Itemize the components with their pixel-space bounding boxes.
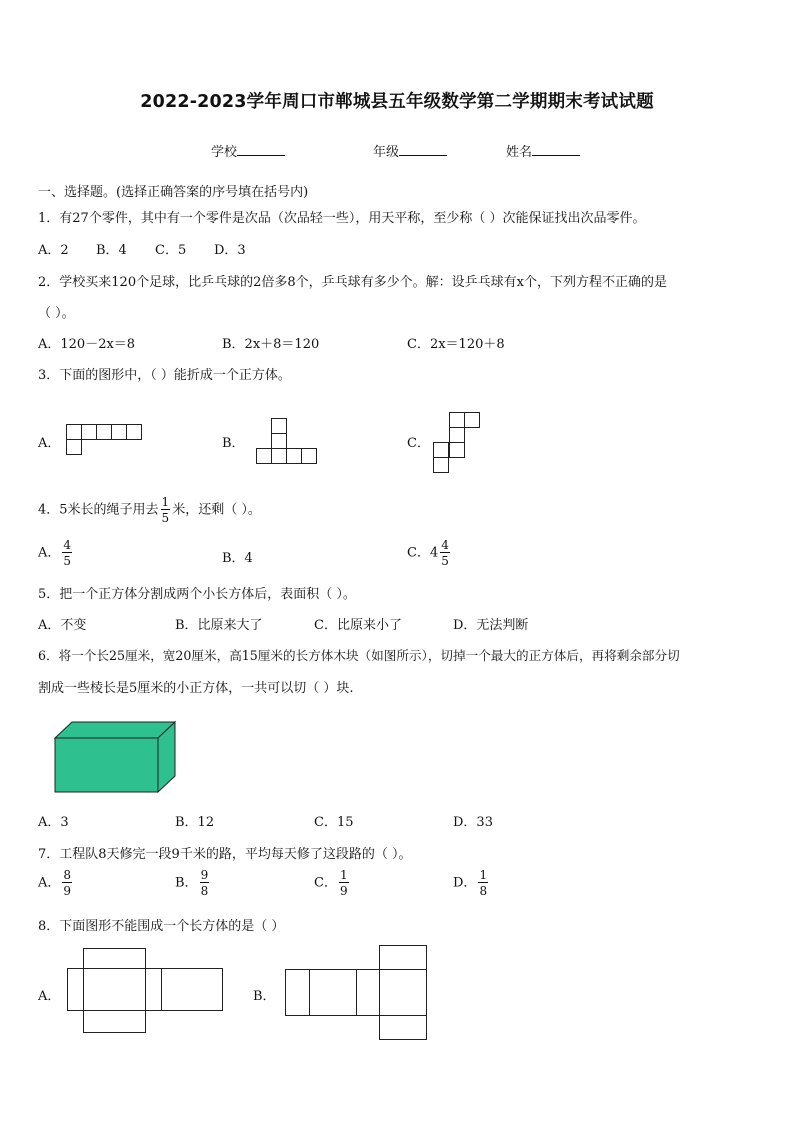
q4-text-before: 4．5米长的绳子用去 bbox=[38, 502, 159, 518]
q4-a-den: 5 bbox=[63, 554, 72, 568]
school-blank[interactable] bbox=[237, 143, 285, 156]
question-7: 7．工程队8天修完一段9千米的路，平均每天修了这段路的（ ）。 bbox=[38, 847, 412, 862]
q7-option-a[interactable] bbox=[38, 869, 74, 897]
q1-option-b[interactable]: B．4 bbox=[96, 243, 127, 258]
grade-label: 年级 bbox=[373, 145, 400, 160]
q4-c-num: 4 bbox=[441, 538, 449, 552]
grade-field bbox=[373, 141, 447, 160]
q1-option-d[interactable]: D．3 bbox=[214, 243, 246, 258]
q4-option-c-fraction bbox=[440, 539, 450, 567]
page-title: 2022-2023学年周口市郸城县五年级数学第二学期期末考试试题 bbox=[140, 92, 654, 112]
question-2-line2: （ ）。 bbox=[38, 306, 75, 321]
q7-option-b[interactable] bbox=[175, 869, 211, 897]
q7-c-label: C． bbox=[314, 875, 337, 891]
q6-option-c[interactable]: C．15 bbox=[314, 815, 354, 830]
q7-d-label: D． bbox=[453, 875, 477, 891]
q7-a-label: A． bbox=[38, 875, 61, 891]
q7-c-den: 9 bbox=[339, 884, 348, 898]
q4-option-c-label: C． bbox=[407, 545, 430, 561]
name-field bbox=[506, 141, 580, 160]
question-5: 5．把一个正方体分割成两个小长方体后，表面积（ ）。 bbox=[38, 587, 356, 602]
q3-net-a bbox=[66, 424, 146, 458]
question-6-line1: 6．将一个长25厘米，宽20厘米，高15厘米的长方体木块（如图所示），切掉一个最大的正方体后，再将剩余部分切 bbox=[38, 648, 680, 663]
q4-option-c[interactable] bbox=[407, 539, 452, 567]
q8-option-b[interactable]: B． bbox=[253, 989, 276, 1004]
q2-option-c[interactable]: C．2x＝120＋8 bbox=[407, 337, 505, 352]
q7-c-fraction bbox=[339, 869, 349, 897]
q6-option-a[interactable]: A．3 bbox=[38, 815, 69, 830]
question-3: 3．下面的图形中，（ ）能折成一个正方体。 bbox=[38, 368, 291, 383]
q7-option-c[interactable] bbox=[314, 869, 351, 897]
q5-option-b[interactable]: B．比原来大了 bbox=[175, 618, 263, 633]
q6-option-b[interactable]: B．12 bbox=[175, 815, 215, 830]
q7-b-label: B． bbox=[175, 875, 198, 891]
question-1: 1．有27个零件，其中有一个零件是次品（次品轻一些），用天平称，至少称（ ）次能保证找出次品零件。 bbox=[38, 211, 646, 226]
cuboid-figure bbox=[54, 720, 178, 794]
q7-a-num: 8 bbox=[63, 868, 72, 882]
q3-net-c bbox=[433, 412, 485, 478]
school-field bbox=[211, 141, 285, 160]
q3-option-c[interactable]: C． bbox=[407, 436, 430, 451]
question-4 bbox=[38, 496, 261, 524]
q4-option-a-label: A． bbox=[38, 545, 61, 561]
q4-fraction bbox=[161, 496, 171, 524]
q4-option-a[interactable] bbox=[38, 539, 74, 567]
q7-d-num: 1 bbox=[479, 868, 488, 882]
name-blank[interactable] bbox=[532, 143, 580, 156]
q7-b-num: 9 bbox=[200, 868, 209, 882]
q7-c-num: 1 bbox=[339, 868, 348, 882]
q7-option-d[interactable] bbox=[453, 869, 490, 897]
q4-c-den: 5 bbox=[441, 554, 449, 568]
q3-option-a[interactable]: A． bbox=[38, 436, 61, 451]
q6-option-d[interactable]: D．33 bbox=[453, 815, 493, 830]
q8-net-b bbox=[284, 945, 430, 1041]
school-label: 学校 bbox=[211, 145, 238, 160]
q7-a-fraction bbox=[62, 869, 72, 897]
q1-option-c[interactable]: C．5 bbox=[155, 243, 187, 258]
q2-option-b[interactable]: B．2x＋8＝120 bbox=[222, 337, 320, 352]
q4-text-after: 米，还剩（ ）。 bbox=[172, 502, 261, 518]
q3-option-b[interactable]: B． bbox=[222, 436, 245, 451]
q7-d-den: 8 bbox=[479, 884, 488, 898]
q4-frac-num: 1 bbox=[161, 495, 170, 509]
question-6-line2: 割成一些棱长是5厘米的小正方体，一共可以切（ ）块. bbox=[38, 681, 354, 696]
name-label: 姓名 bbox=[506, 145, 533, 160]
q8-net-a bbox=[66, 948, 226, 1036]
q5-option-d[interactable]: D．无法判断 bbox=[453, 618, 529, 633]
q4-frac-den: 5 bbox=[161, 511, 170, 525]
q7-b-den: 8 bbox=[200, 884, 209, 898]
q8-option-a[interactable]: A． bbox=[38, 989, 61, 1004]
q2-option-a[interactable]: A．120－2x＝8 bbox=[38, 337, 136, 352]
q4-c-whole: 4 bbox=[429, 545, 439, 561]
q4-a-num: 4 bbox=[63, 538, 72, 552]
q5-option-c[interactable]: C．比原来小了 bbox=[314, 618, 402, 633]
q7-d-fraction bbox=[478, 869, 488, 897]
q3-net-b bbox=[256, 418, 322, 468]
q4-option-a-fraction bbox=[62, 539, 72, 567]
question-2-line1: 2．学校买来120个足球，比乒乓球的2倍多8个，乒乓球有多少个。解：设乒乓球有x个，下列方程不正确的是 bbox=[38, 275, 667, 290]
question-8: 8．下面图形不能围成一个长方体的是（ ） bbox=[38, 919, 285, 934]
q4-option-b[interactable]: B．4 bbox=[222, 551, 253, 566]
q7-a-den: 9 bbox=[63, 884, 72, 898]
section-heading: 一、选择题。(选择正确答案的序号填在括号内) bbox=[38, 185, 309, 200]
q7-b-fraction bbox=[200, 869, 210, 897]
grade-blank[interactable] bbox=[399, 143, 447, 156]
q5-option-a[interactable]: A．不变 bbox=[38, 618, 87, 633]
q1-option-a[interactable]: A．2 bbox=[38, 243, 69, 258]
